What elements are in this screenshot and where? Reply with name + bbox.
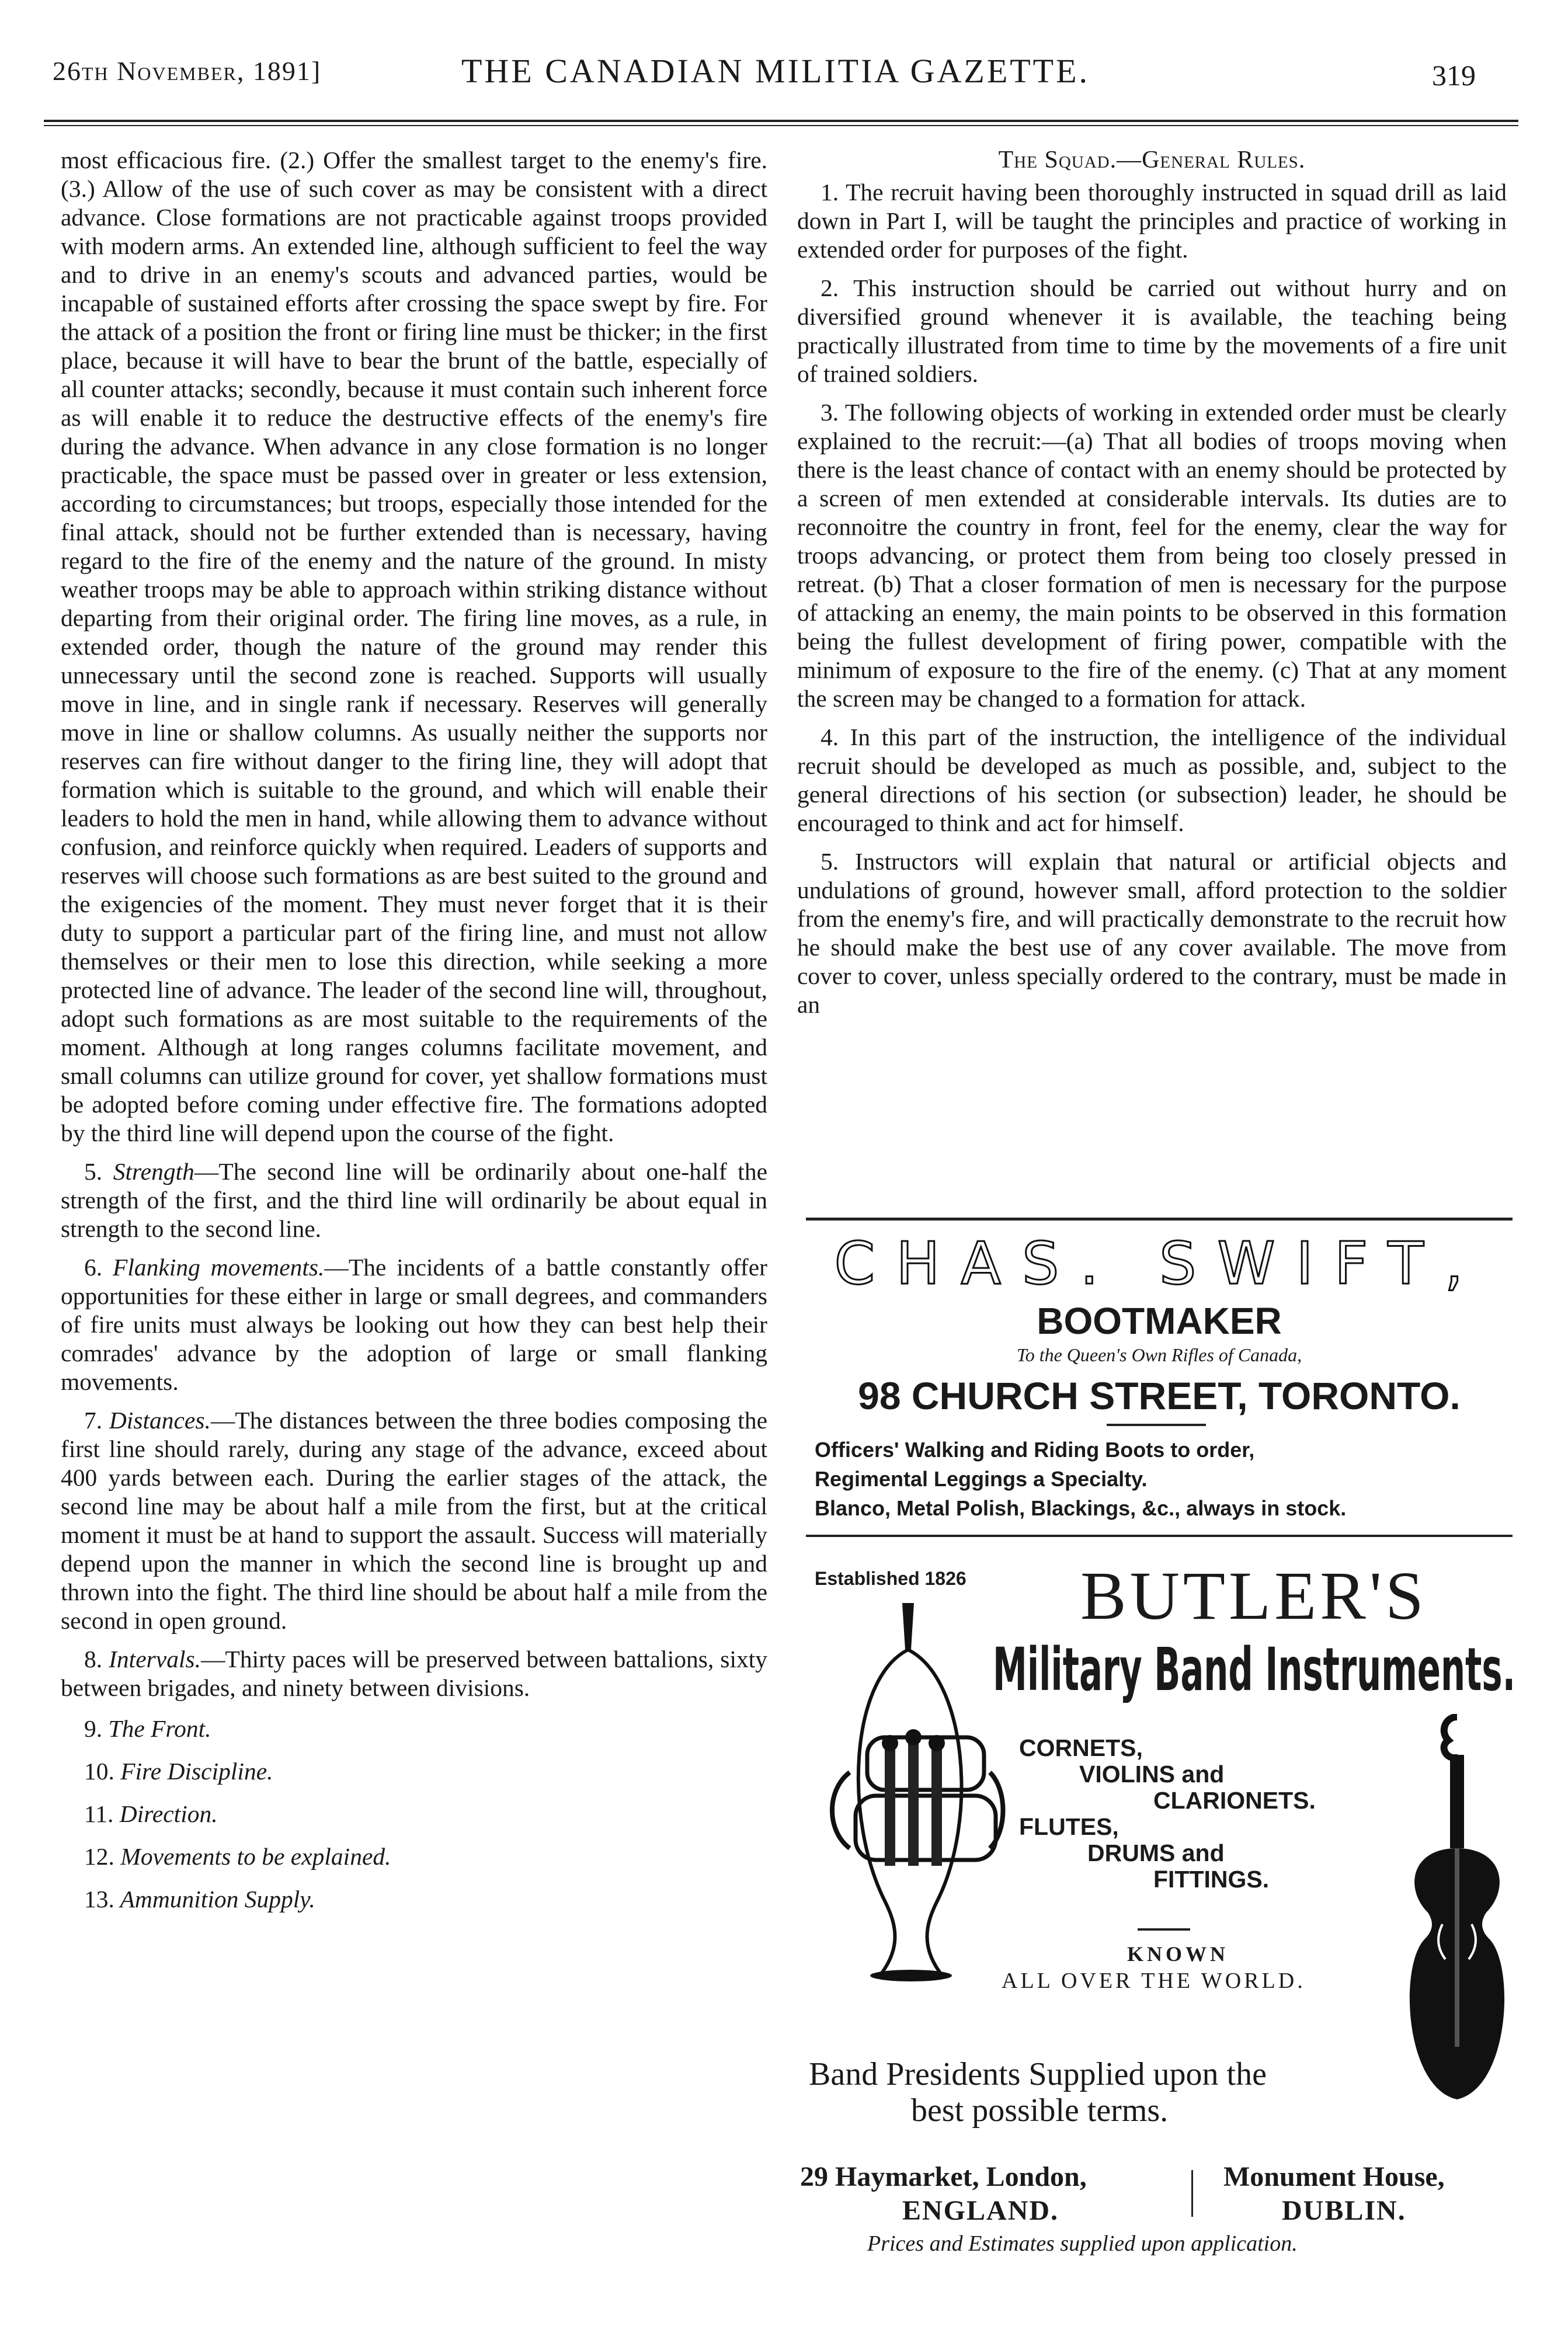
header-rule	[44, 120, 1518, 122]
paragraph-text: —Thirty paces will be preserved between battalions, sixty between brigades, and ninety between divisions.	[61, 1646, 768, 1701]
advert-divider-rule	[806, 1535, 1513, 1537]
paragraph-text: —The incidents of a battle constantly offer opportunities for these either in large or small degrees, and commanders of fire units must always be looking out how they can best help their comrades' advance by the adoption of large or small flanking movements.	[61, 1254, 767, 1395]
numbered-paragraph	[61, 1253, 767, 1396]
paragraph-number: 5.	[84, 1158, 103, 1185]
publication-title: THE CANADIAN MILITIA GAZETTE.	[461, 52, 1090, 90]
butler-address-england: ENGLAND.	[902, 2195, 1059, 2226]
paragraph-heading: Intervals.	[109, 1646, 201, 1673]
page-number: 319	[1432, 59, 1476, 92]
rule-paragraph: 5. Instructors will explain that natural or artificial objects and undulations of ground, however small, afford protection to the soldier from the enemy's fire, and will practically demonstrate to the recruit how he should make the best use of any cover available. The move from cover to cover, unless specially ordered to the contrary, must be made in an	[797, 848, 1507, 1018]
paragraph-text: —The second line will be ordinarily about one-half the strength of the first, and the third line will ordinarily be about equal in strength to the second line.	[61, 1158, 767, 1242]
butler-address-london: 29 Haymarket, London,	[800, 2161, 1087, 2192]
butler-band-line-1: Band Presidents Supplied upon the	[809, 2056, 1267, 2092]
list-item: 12. Movements to be explained.	[84, 1843, 391, 1870]
paragraph-number: 8.	[84, 1646, 103, 1673]
butler-prices-note: Prices and Estimates supplied upon application.	[867, 2231, 1298, 2256]
instrument-item: FITTINGS.	[1153, 1866, 1270, 1893]
swift-advert-address: 98 CHURCH STREET, TORONTO.	[858, 1374, 1461, 1417]
list-item: 10. Fire Discipline.	[84, 1758, 273, 1785]
butler-known: KNOWN	[1127, 1942, 1229, 1966]
rule-paragraph: 2. This instruction should be carried out without hurry and on diversified ground whenever it is available, the teaching being practically illustrated from time to time by the movements of a fire unit of trained soldiers.	[797, 274, 1507, 387]
numbered-paragraph	[61, 1406, 767, 1635]
paragraph-heading: Distances.	[109, 1407, 211, 1434]
paragraph-heading: Strength	[113, 1158, 194, 1185]
instrument-item: FLUTES,	[1019, 1813, 1119, 1840]
paragraph-number: 6.	[84, 1254, 103, 1281]
instrument-item: DRUMS and	[1087, 1840, 1225, 1866]
swift-advert-line: Blanco, Metal Polish, Blackings, &c., always in stock.	[815, 1496, 1347, 1520]
numbered-paragraph	[61, 1645, 767, 1702]
list-item: 11. Direction.	[84, 1800, 218, 1827]
paragraph-heading: Flanking movements.	[112, 1254, 325, 1281]
cornet-illustration	[815, 1597, 1007, 1983]
paragraph-text: —The distances between the three bodies composing the first line should rarely, during any stage of the advance, exceed about 400 yards between each. During the earlier stages of the attack, the second line may be about half a mile from the first, but at the critical moment it must be at hand to support the assault. Success will materially depend upon the manner in which the second line is brought up and thrown into the fight. The third line should be about half a mile from the second in open ground.	[61, 1407, 767, 1634]
butler-subtitle: Military Band Instruments.	[993, 1635, 1516, 1705]
instrument-item: VIOLINS and	[1079, 1761, 1225, 1788]
header-rule-thin	[44, 125, 1518, 126]
instrument-item: CORNETS,	[1019, 1734, 1143, 1761]
instrument-divider	[1138, 1928, 1190, 1931]
issue-date: 26th November, 1891]	[53, 56, 322, 86]
right-column	[797, 146, 1507, 1029]
butler-all-over: ALL OVER THE WORLD.	[1002, 1969, 1306, 1993]
violin-illustration	[1399, 1714, 1515, 2105]
list-item: 13. Ammunition Supply.	[84, 1886, 315, 1913]
butler-address-monument: Monument House,	[1223, 2161, 1445, 2192]
rule-paragraph: 4. In this part of the instruction, the intelligence of the individual recruit should be developed as much as possible, and, subject to the general directions of his section (or subsection) leader, he should be encouraged to think and act for himself.	[797, 724, 1507, 836]
swift-advert-line: Officers' Walking and Riding Boots to order,	[815, 1438, 1255, 1462]
rule-paragraph: 1. The recruit having been thoroughly instructed in squad drill as laid down in Part I, will be taught the principles and practice of working in extended order for purposes of the fight.	[797, 179, 1507, 263]
swift-advert-trade: BOOTMAKER	[1037, 1300, 1282, 1342]
numbered-paragraph	[61, 1157, 767, 1243]
instrument-item: CLARIONETS.	[1153, 1787, 1316, 1814]
butler-established: Established 1826	[815, 1568, 966, 1589]
address-divider	[1191, 2170, 1193, 2217]
list-item: 9. The Front.	[84, 1715, 211, 1742]
swift-divider	[1107, 1424, 1206, 1426]
butler-name: BUTLER'S	[1080, 1557, 1427, 1634]
section-heading: The Squad.—General Rules.	[998, 147, 1306, 173]
paragraph-number: 7.	[84, 1407, 103, 1434]
swift-advert-line: Regimental Leggings a Specialty.	[815, 1467, 1148, 1491]
butler-band-line-2: best possible terms.	[911, 2092, 1169, 2129]
swift-advert-name: CHAS. SWIFT,	[834, 1229, 1484, 1298]
left-column	[61, 146, 767, 1925]
swift-advert-patron: To the Queen's Own Rifles of Canada,	[1016, 1344, 1302, 1365]
article-paragraph: most efficacious fire. (2.) Offer the smallest target to the enemy's fire. (3.) Allow of the use of such cover as may be consistent with a direct advance. Close formations are not practicable against troops provided with modern arms. An extended line, although sufficient to feel the way and to drive in an enemy's scouts and advanced parties, would be incapable of sustained efforts after crossing the space swept by fire. For the attack of a position the front or firing line must be thicker; in the first place, because it will have to bear the brunt of the battle, especially of all counter attacks; secondly, because it must contain such inherent force as will enable it to reduce the destructive effects of the enemy's fire during the advance. When advance in any close formation is no longer practicable, the space must be passed over in greater or less extension, according to circumstances; but troops, especially those intended for the final attack, should not be further extended than is necessary, having regard to the fire of the enemy and the nature of the ground. In misty weather troops may be able to approach within striking distance without departing from their original order. The firing line moves, as a rule, in extended order, though the nature of the ground may render this unnecessary until the second zone is reached. Supports will usually move in line, and in single rank if necessary. Reserves will generally move in line or shallow columns. As usually neither the supports nor reserves can fire without danger to the firing line, they will adopt that formation which is suitable to the ground, and which will enable their leaders to hold the men in hand, while allowing them to advance without confusion, and reinforce quickly when required. Leaders of supports and reserves will choose such formations as are best suited to the ground and the exigencies of the moment. They must never forget that it is their duty to support a particular part of the firing line, and must not allow themselves or their men to lose this direction, while seeking a more protected line of advance. The leader of the second line will, throughout, adopt such formations as are most suitable to the requirements of the moment. Although at long ranges columns facilitate movement, and small columns can utilize ground for cover, yet shallow formations must be adopted before coming under effective fire. The formations adopted by the third line will depend upon the course of the fight.	[61, 147, 767, 1146]
butler-address-dublin: DUBLIN.	[1282, 2195, 1406, 2226]
rule-paragraph: 3. The following objects of working in extended order must be clearly explained to the recruit:—(a) That all bodies of troops moving when there is the least chance of contact with an enemy should be protected by a screen of men extended at considerable intervals. Its duties are to reconnoitre the country in front, feel for the enemy, clear the way for troops advancing, or protect them from being too closely pressed in retreat. (b) That a closer formation of men is necessary for the purpose of attacking an enemy, the main points to be observed in this formation being the fullest development of firing power, compatible with the minimum of exposure to the fire of the enemy. (c) That at any moment the screen may be changed to a formation for attack.	[797, 399, 1507, 712]
advert-top-rule	[806, 1218, 1513, 1221]
